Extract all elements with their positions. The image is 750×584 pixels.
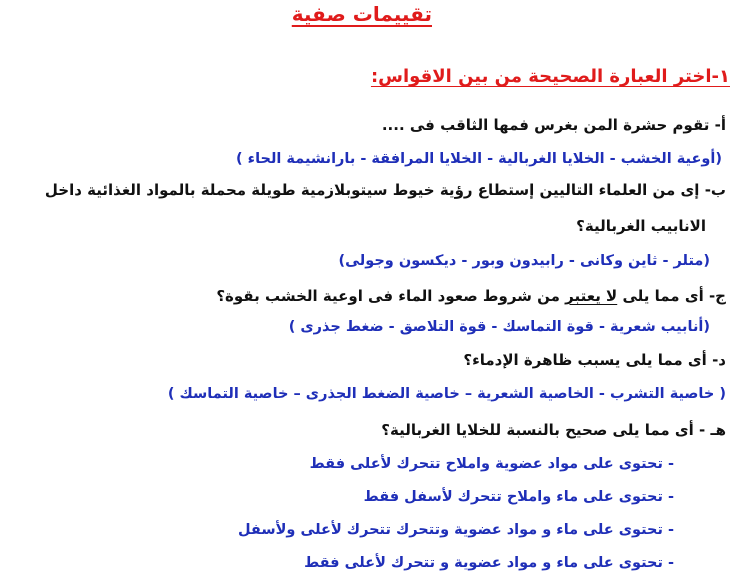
option-e-2: - تحتوى على ماء واملاح تتحرك لأسفل فقط bbox=[363, 489, 674, 505]
question-text: أى مما يلى صحيح بالنسبة للخلايا الغربالية؟ bbox=[381, 421, 694, 439]
choices-b: (متلر - ثاين وكانى - رابيدون وبور - ديكسون وجولى) bbox=[338, 253, 710, 269]
question-letter: د- bbox=[712, 351, 726, 369]
question-text: إى من العلماء التاليين إستطاع رؤية خيوط سيتوبلازمية طويلة محملة بالمواد الغذائية داخل bbox=[44, 181, 700, 199]
question-text-start: أى مما يلى bbox=[622, 287, 704, 305]
question-c bbox=[216, 289, 726, 304]
section-heading: ١-اختر العبارة الصحيحة من بين الاقواس: bbox=[370, 66, 730, 87]
choices-a: (أوعية الخشب - الخلايا الغربالية - الخلايا المرافقة - بارانشيمة الحاء ) bbox=[235, 151, 722, 167]
question-text: تقوم حشرة المن بغرس فمها الثاقب فى .... bbox=[381, 116, 710, 134]
choices-c: (أنابيب شعرية - قوة التماسك - قوة التلاصق - ضغط جذرى ) bbox=[288, 319, 710, 335]
choices-d: ( خاصية التشرب - الخاصية الشعرية – خاصية الضغط الجذرى – خاصية التماسك ) bbox=[167, 386, 726, 402]
page-title: تقييمات صفية bbox=[291, 2, 432, 26]
negation-word: لا يعتبر bbox=[565, 287, 618, 305]
question-a bbox=[382, 118, 726, 133]
question-text-end: من شروط صعود الماء فى اوعية الخشب بقوة؟ bbox=[216, 287, 560, 305]
question-letter: ج- bbox=[708, 287, 726, 305]
question-letter: هـ - bbox=[699, 421, 726, 439]
option-e-3: - تحتوى على ماء و مواد عضوية وتتحرك تتحرك لأعلى ولأسفل bbox=[237, 522, 674, 538]
question-letter: أ- bbox=[714, 116, 726, 134]
question-text: أى مما يلى يسبب ظاهرة الإدماء؟ bbox=[463, 351, 707, 369]
option-e-1: - تحتوى على مواد عضوية واملاح تتحرك لأعلى فقط bbox=[309, 456, 674, 472]
question-b bbox=[45, 183, 726, 198]
option-e-4: - تحتوى على ماء و مواد عضوية و تتحرك لأعلى فقط bbox=[304, 555, 674, 571]
question-e bbox=[381, 423, 726, 438]
question-d bbox=[463, 353, 726, 368]
question-b-continued: الانابيب الغربالية؟ bbox=[576, 217, 706, 235]
question-letter: ب- bbox=[704, 181, 726, 199]
